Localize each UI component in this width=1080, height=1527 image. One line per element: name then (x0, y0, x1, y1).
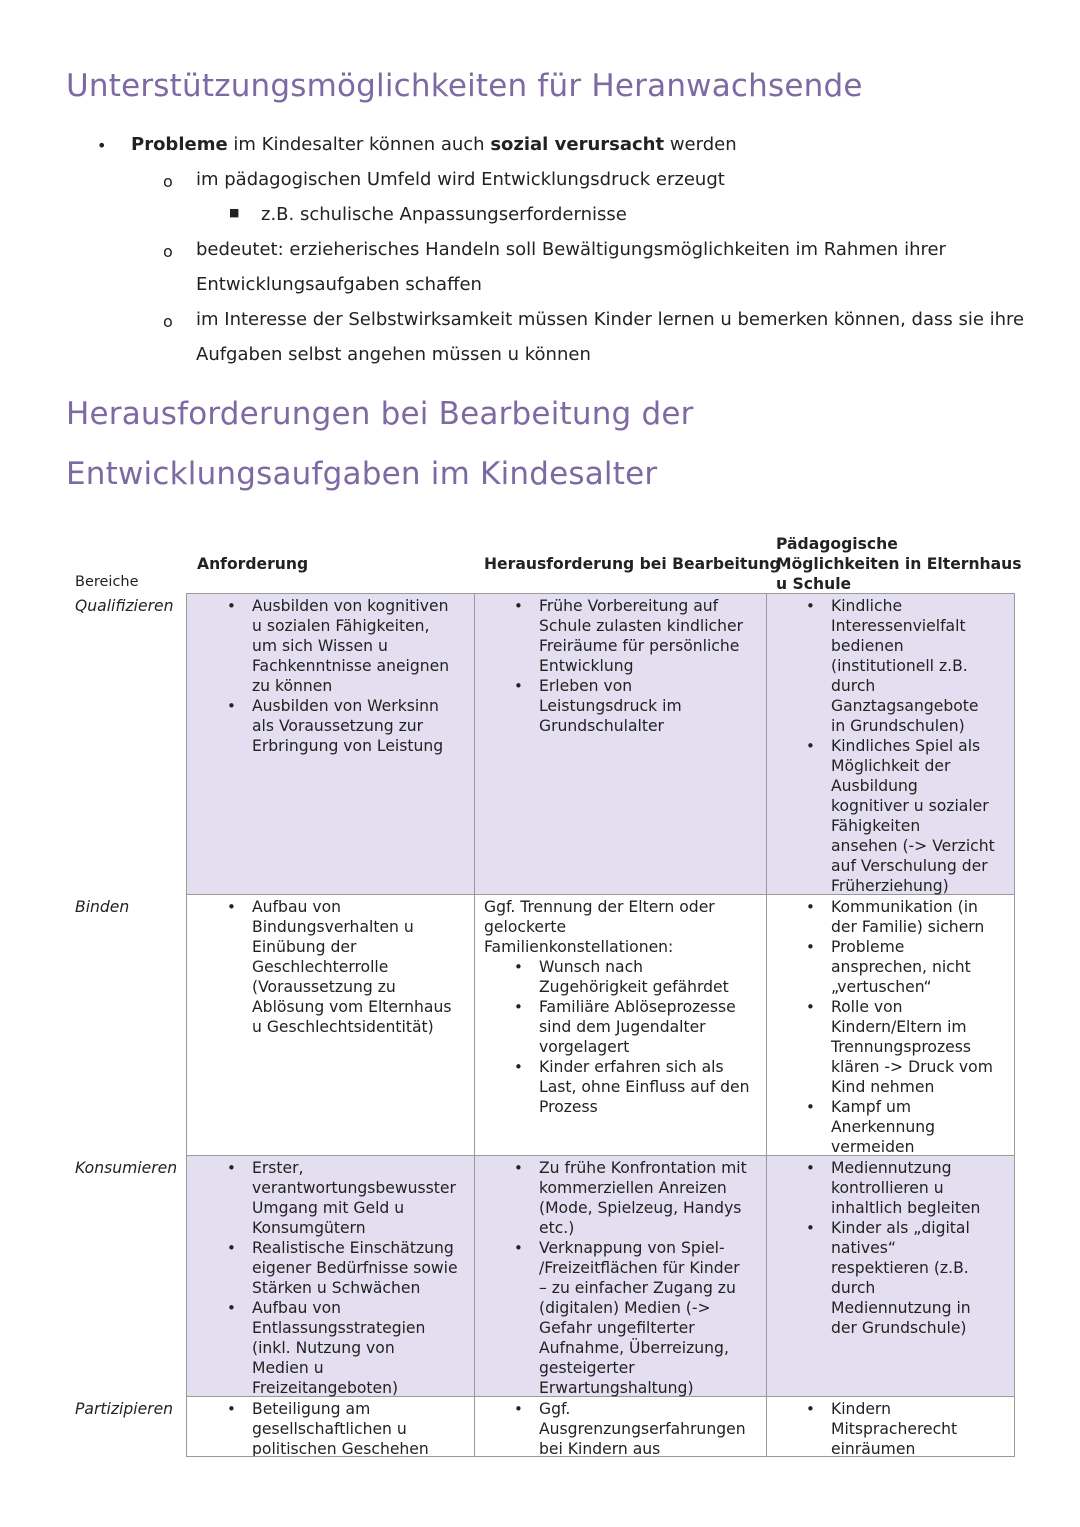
sub-bullet-marker: o (163, 172, 173, 191)
row-label-binden: Binden (75, 898, 130, 916)
list-item: • Zu frühe Konfrontation mit kommerziellen Anreizen (Mode, Spielzeug, Handys etc.) (474, 1158, 766, 1238)
header-herausforderung: Herausforderung bei Bearbeitung (484, 555, 781, 573)
cell-herausforderung-binden (474, 897, 766, 1117)
list-item: • Kindliche Interessenvielfalt bedienen (institutionell z.B. durch Ganztagsangebote in Grundschulen) (766, 596, 1014, 736)
header-paedagogisch (776, 534, 1022, 594)
page-title: Unterstützungsmöglichkeiten für Heranwachsende (66, 68, 863, 104)
list-item: • Ausbilden von Werksinn als Voraussetzung zur Erbringung von Leistung (187, 696, 474, 756)
list-item: • Realistische Einschätzung eigener Bedürfnisse sowie Stärken u Schwächen (187, 1238, 474, 1298)
list-item: • Ausbilden von kognitiven u sozialen Fähigkeiten, um sich Wissen u Fachkenntnisse aneignen zu können (187, 596, 474, 696)
list-item: • Mediennutzung kontrollieren u inhaltlich begleiten (766, 1158, 1014, 1218)
bullet-dot: • (97, 136, 107, 155)
cell-paed-binden (766, 897, 1014, 1157)
list-item: • Kampf um Anerkennung vermeiden (766, 1097, 1014, 1157)
cell-anforderung-qualifizieren (187, 596, 474, 756)
list-item: • Kindern Mitspracherecht einräumen (766, 1399, 1014, 1456)
list-item: • Familiäre Ablöseprozesse sind dem Jugendalter vorgelagert (474, 997, 766, 1057)
row-label-konsumieren: Konsumieren (75, 1159, 178, 1177)
list-item: • Rolle von Kindern/Eltern im Trennungsprozess klären -> Druck vom Kind nehmen (766, 997, 1014, 1097)
cell-paed-konsumieren (766, 1158, 1014, 1338)
sub-bullet-marker: o (163, 312, 173, 331)
subsub-bullet-1: z.B. schulische Anpassungserfordernisse (261, 204, 627, 225)
list-item: • Kinder erfahren sich als Last, ohne Einfluss auf den Prozess (474, 1057, 766, 1117)
list-item: • Aufbau von Entlassungsstrategien (inkl. Nutzung von Medien u Freizeitangeboten) (187, 1298, 474, 1398)
bullet-problems (131, 134, 737, 155)
binden-intro: Ggf. Trennung der Eltern oder gelockerte Familienkonstellationen: (484, 898, 715, 956)
list-item: • Probleme ansprechen, nicht „vertuschen“ (766, 937, 1014, 997)
list-item: • Beteiligung am gesellschaftlichen u politischen Geschehen (187, 1399, 474, 1456)
sub-bullet-3-line2: Aufgaben selbst angehen müssen u können (196, 344, 591, 365)
cell-herausforderung-konsumieren (474, 1158, 766, 1398)
cell-anforderung-binden (187, 897, 474, 1037)
header-anforderung: Anforderung (197, 555, 309, 573)
sub-bullet-3-line1: im Interesse der Selbstwirksamkeit müssen Kinder lernen u bemerken können, dass sie ihre (196, 309, 1025, 330)
list-item: • Ggf. Ausgrenzungserfahrungen bei Kindern aus (474, 1399, 766, 1456)
list-item: • Frühe Vorbereitung auf Schule zulasten kindlicher Freiräume für persönliche Entwicklung (474, 596, 766, 676)
sub-bullet-marker: o (163, 242, 173, 261)
list-item: • Kindliches Spiel als Möglichkeit der Ausbildung kognitiver u sozialer Fähigkeiten ansehen (-> Verzicht auf Verschulung der Früherziehung) (766, 736, 1014, 896)
section-title-line2: Entwicklungsaufgaben im Kindesalter (66, 456, 658, 492)
row-label-qualifizieren: Qualifizieren (75, 597, 174, 615)
cell-anforderung-partizipieren (187, 1399, 474, 1456)
list-item: • Kinder als „digital natives“ respektieren (z.B. durch Mediennutzung in der Grundschule) (766, 1218, 1014, 1338)
list-item: • Kommunikation (in der Familie) sichern (766, 897, 1014, 937)
list-item: • Erster, verantwortungsbewusster Umgang mit Geld u Konsumgütern (187, 1158, 474, 1238)
list-item: • Wunsch nach Zugehörigkeit gefährdet (474, 957, 766, 997)
sub-bullet-2-line2: Entwicklungsaufgaben schaffen (196, 274, 482, 295)
cell-paed-qualifizieren (766, 596, 1014, 896)
header-paed-line1: Pädagogische (776, 535, 898, 553)
header-paed-line2: Möglichkeiten in Elternhaus (776, 555, 1022, 573)
cell-herausforderung-partizipieren (474, 1399, 766, 1456)
header-bereiche: Bereiche (75, 574, 139, 590)
sub-bullet-2-line1: bedeutet: erzieherisches Handeln soll Bewältigungsmöglichkeiten im Rahmen ihrer (196, 239, 946, 260)
section-title-line1: Herausforderungen bei Bearbeitung der (66, 396, 694, 432)
list-item: • Verknappung von Spiel- /Freizeitflächen für Kinder – zu einfacher Zugang zu (digitalen) Medien (-> Gefahr ungefilterter Aufnahme, Überreizung, gesteigerter Erwartungshaltung) (474, 1238, 766, 1398)
bullet-text: im Kindesalter können auch (227, 134, 491, 155)
cell-anforderung-konsumieren (187, 1158, 474, 1398)
list-item: • Erleben von Leistungsdruck im Grundschulalter (474, 676, 766, 736)
row-label-partizipieren: Partizipieren (75, 1400, 174, 1418)
bold-sozial: sozial verursacht (490, 134, 665, 155)
bold-probleme: Probleme (131, 134, 228, 155)
cell-herausforderung-qualifizieren (474, 596, 766, 736)
list-item: • Aufbau von Bindungsverhalten u Einübung der Geschlechterrolle (Voraussetzung zu Ablösung vom Elternhaus u Geschlechtsidentität) (187, 897, 474, 1037)
bullet-text-end: werden (664, 134, 737, 155)
subsub-bullet-marker: ■ (229, 206, 240, 219)
cell-paed-partizipieren (766, 1399, 1014, 1456)
sub-bullet-1: im pädagogischen Umfeld wird Entwicklungsdruck erzeugt (196, 169, 725, 190)
header-paed-line3: u Schule (776, 575, 852, 593)
